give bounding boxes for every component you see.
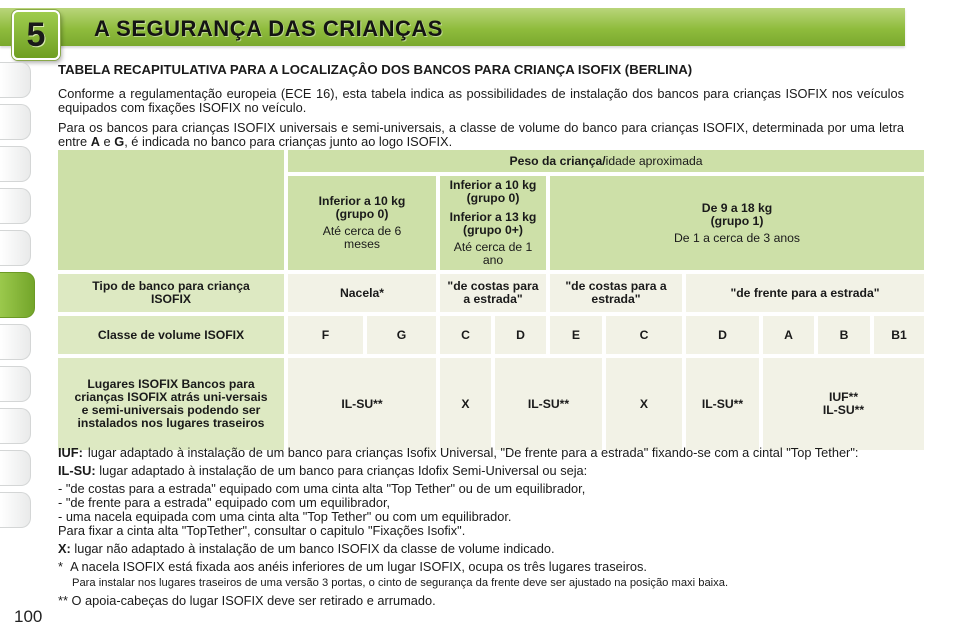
note-iuf: IUF: lugar adaptado à instalação de um banco para crianças Isofix Universal, "De frente para a estrada" fixando-se com a cintal "Top Tether": — [58, 445, 859, 460]
note-star-small: Para instalar nos lugares traseiros de uma versão 3 portas, o cinto de segurança da frente deve ser ajustado na posição maxi baixa. — [72, 577, 729, 589]
volume-class-cell: B — [818, 316, 870, 354]
chapter-tabs — [0, 62, 38, 534]
seat-type-forward-facing: "de frente para a estrada" — [686, 274, 924, 312]
volume-class-cell: B1 — [874, 316, 924, 354]
weight-group-0plus-cell: Inferior a 10 kg (grupo 0) Inferior a 13 kg (grupo 0+) Até cerca de 1 ano — [440, 176, 546, 270]
chapter-tab[interactable] — [0, 492, 31, 528]
volume-class-cell: D — [686, 316, 759, 354]
chapter-tab[interactable] — [0, 188, 31, 224]
weight-group-0-cell: Inferior a 10 kg (grupo 0) Até cerca de 6 meses — [288, 176, 436, 270]
seat-type-rear-facing: "de costas para a estrada" — [440, 274, 546, 312]
table-corner-cell — [58, 150, 284, 270]
volume-class-cell: E — [550, 316, 602, 354]
volume-class-cell: C — [440, 316, 491, 354]
chapter-tab[interactable] — [0, 104, 31, 140]
chapter-tab[interactable] — [0, 146, 31, 182]
seat-value-cell: IUF** IL-SU** — [763, 358, 924, 450]
table-notes — [58, 446, 904, 612]
seat-value-cell: IL-SU** — [495, 358, 602, 450]
rear-seats-label: Lugares ISOFIX Bancos para crianças ISOFIX atrás uni-versais e semi-universais podendo ser instalados nos lugares traseiros — [58, 358, 284, 450]
seat-type-nacela: Nacela* — [288, 274, 436, 312]
note-x: X: lugar não adaptado à instalação de um banco ISOFIX da classe de volume indicado. — [58, 541, 555, 556]
page-number: 100 — [14, 607, 43, 626]
note-double-star: ** O apoia-cabeças do lugar ISOFIX deve ser retirado e arrumado. — [58, 593, 436, 608]
chapter-tab[interactable] — [0, 408, 31, 444]
chapter-tab-active[interactable] — [0, 272, 35, 318]
note-ilsu-options: - "de costas para a estrada" equipado com uma cinta alta "Top Tether" ou de um equilibrador, - "de frente para a estrada" equipado com um equilibrador, - uma nacela equipada com uma cinta alta "Top Tether" ou com um equilibrador. Para fixar a cinta alta "TopTether", consultar o capitulo "Fixações Isofix". — [58, 481, 586, 538]
chapter-title: A SEGURANÇA DAS CRIANÇAS — [94, 16, 443, 41]
chapter-number: 5 — [26, 15, 46, 54]
chapter-tab[interactable] — [0, 450, 31, 486]
seat-value-cell: X — [606, 358, 682, 450]
chapter-number-badge — [12, 10, 60, 60]
volume-class-cell: F — [288, 316, 363, 354]
volume-class-cell: C — [606, 316, 682, 354]
volume-class-cell: G — [367, 316, 436, 354]
seat-type-rear-facing: "de costas para a estrada" — [550, 274, 682, 312]
volume-class-label: Classe de volume ISOFIX — [58, 316, 284, 354]
isofix-table — [58, 150, 907, 442]
seat-value-cell: IL-SU** — [288, 358, 436, 450]
note-star: * A nacela ISOFIX está fixada aos anéis inferiores de um lugar ISOFIX, ocupa os três lugares traseiros. — [58, 559, 647, 574]
chapter-tab[interactable] — [0, 366, 31, 402]
chapter-tab[interactable] — [0, 230, 31, 266]
chapter-tab[interactable] — [0, 324, 31, 360]
weight-header: Peso da criança/idade aproximada — [288, 150, 924, 172]
seat-value-cell: IL-SU** — [686, 358, 759, 450]
content-area — [58, 62, 904, 155]
intro-paragraph-2: Para os bancos para crianças ISOFIX universais e semi-universais, a classe de volume do banco para crianças ISOFIX, determinada por uma letra entre A e G, é indicada no banco para crianças junto ao logo ISOFIX. — [58, 120, 904, 149]
note-ilsu: IL-SU: lugar adaptado à instalação de um banco para crianças Idofix Semi-Universal ou seja: — [58, 463, 588, 478]
seat-value-cell: X — [440, 358, 491, 450]
section-title: TABELA RECAPITULATIVA PARA A LOCALIZAÇÂO DOS BANCOS PARA CRIANÇA ISOFIX (BERLINA) — [58, 62, 693, 77]
intro-paragraph-1: Conforme a regulamentação europeia (ECE 16), esta tabela indica as possibilidades de instalação dos bancos para crianças ISOFIX nos veículos equipados com fixações ISOFIX no veículo. — [58, 86, 904, 115]
chapter-tab[interactable] — [0, 62, 31, 98]
seat-type-label: Tipo de banco para criança ISOFIX — [58, 274, 284, 312]
weight-group-1-cell: De 9 a 18 kg (grupo 1) De 1 a cerca de 3 anos — [550, 176, 924, 270]
volume-class-cell: A — [763, 316, 814, 354]
volume-class-cell: D — [495, 316, 546, 354]
